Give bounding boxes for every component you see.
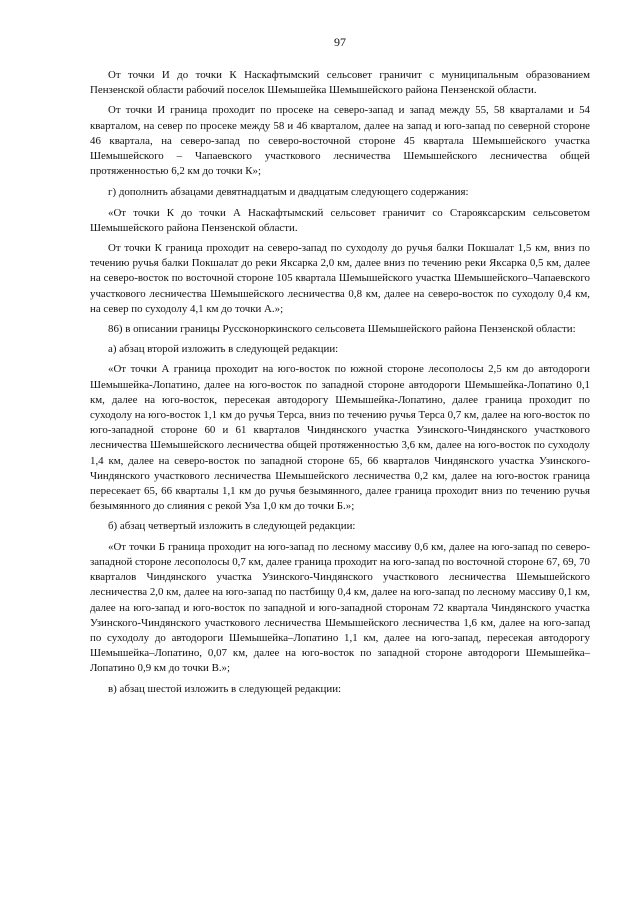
paragraph: «От точки Б граница проходит на юго-запад по лесному массиву 0,6 км, далее на юго-запад по северо-западной стороне лесополосы 0,7 км, далее граница проходит на юго-запад по восточной стороне 67, 69, 70 кварталов Чиндянского участка Узинского-Чиндянского участкового лесничества Шемышейского лесничества 2,0 км, далее на юго-запад по пастбищу 0,4 км, далее на юго-запад по лесному массиву 0,1 км, далее на юго-запад и юго-восток по западной и юго-западной сторонам 72 квартала Чиндянского участка Узинского-Чиндянского участкового лесничества Шемышейского лесничества 1,6 км, далее на юго-запад по суходолу до автодороги Шемышейка–Лопатино 1,1 км, далее на юго-запад, пересекая автодорогу Шемышейка–Лопатино, 0,07 км, далее на юго-восток по западной стороне автодороги Шемышейка–Лопатино 0,9 км до точки В.»;	[90, 540, 590, 675]
paragraph: б) абзац четвертый изложить в следующей редакции:	[108, 520, 356, 533]
paragraph: От точки И граница проходит по просеке на северо-запад и запад между 55, 58 кварталами и 54 кварталом, на север по просеке между 58 и 46 кварталом, далее на запад и юго-запад по северной стороне 46 квартала, на северо-запад по северо-восточной стороне 45 квартала Шемышейского участка Шемышейского – Чапаевского участкового лесничества Шемышейского лесничества общей протяженностью 6,2 км до точки К»;	[90, 104, 590, 178]
paragraph: в) абзац шестой изложить в следующей редакции:	[108, 682, 342, 695]
paragraph: «От точки К до точки А Наскафтымский сельсовет граничит со Староякcарским сельсоветом Шемышейского района Пензенской области.	[90, 206, 590, 234]
paragraph: а) абзац второй изложить в следующей редакции:	[108, 343, 339, 356]
document-body	[90, 68, 590, 697]
paragraph: «От точки А граница проходит на юго-восток по южной стороне лесополосы 2,5 км до автодороги Шемышейка-Лопатино, далее на юго-восток по западной стороне автодороги Шемышейка-Лопатино 0,1 км, далее на юго-восток, пересекая автодорогу Шемышейка-Лопатино, далее граница проходит по суходолу на юго-восток 1,1 км до ручья Терса, вниз по течению ручья Терса 0,7 км, далее на юго-восток по юго-западной стороне 60 и 61 кварталов Чиндянского участка Узинского-Чиндянского участкового лесничества Шемышейского лесничества общей протяженностью 3,6 км, далее на юго-восток по суходолу 1,4 км, далее на северо-восток по западной стороне 65, 66 кварталов Чиндянского участка Узинского-Чиндянского участкового лесничества Шемышейского лесничества 0,2 км, далее на юго-восток граница пересекает 65, 66 кварталы 1,1 км до ручья безымянного, далее граница проходит вниз по течению ручья безымянного до слияния с рекой Уза 1,0 км до точки Б.»;	[90, 363, 590, 513]
paragraph: г) дополнить абзацами девятнадцатым и двадцатым следующего содержания:	[108, 186, 469, 199]
paragraph: От точки И до точки К Наскафтымский сельсовет граничит с муниципальным образованием Пензенской области рабочий поселок Шемышейка Шемышейского района Пензенской области.	[90, 69, 590, 97]
page-number: 97	[334, 35, 346, 49]
paragraph: 86) в описании границы Руссконоркинского сельсовета Шемышейского района Пензенской области:	[108, 323, 576, 336]
paragraph: От точки К граница проходит на северо-запад по суходолу до ручья балки Покшалат 1,5 км, вниз по течению ручья балки Покшалат до реки Якcарка 2,0 км, далее вниз по течению реки Якcарка 0,5 км, далее на северо-восток по восточной стороне 105 квартала Шемышейского участка Шемышейского–Чапаевского участкового лесничества Шемышейского лесничества 0,8 км, далее на северо-восток по суходолу 0,4 км, на север по суходолу 4,1 км до точки А.»;	[90, 242, 590, 315]
